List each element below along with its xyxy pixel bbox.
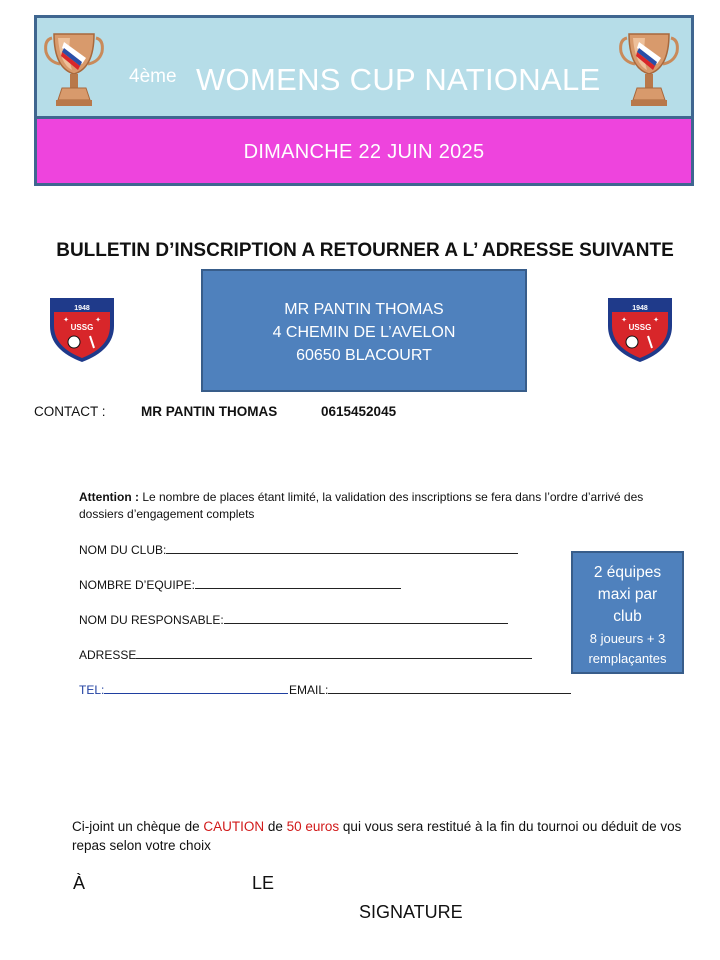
teams-info-box (571, 551, 684, 674)
teams-line-4: 8 joueurs + 3 (589, 631, 666, 646)
attention-notice (79, 489, 659, 523)
place-label: À (73, 873, 86, 893)
club-name-line[interactable] (166, 543, 518, 554)
tel-field[interactable] (79, 683, 288, 697)
svg-text:✦: ✦ (653, 316, 659, 324)
team-count-label: NOMBRE D’EQUIPE: (79, 578, 196, 592)
svg-text:✦: ✦ (63, 316, 69, 324)
caution-text-2: de (264, 819, 287, 834)
banner-top (37, 18, 691, 119)
contact-phone: 0615452045 (321, 404, 397, 419)
email-field[interactable] (289, 683, 571, 697)
crest-text: USSG (628, 323, 652, 332)
email-line[interactable] (328, 683, 571, 694)
address-city: 60650 BLACOURT (296, 347, 432, 364)
crest-text: USSG (70, 323, 94, 332)
address-name: MR PANTIN THOMAS (284, 301, 444, 318)
caution-amount: 50 euros (286, 819, 340, 834)
address-label: ADRESSE (79, 648, 137, 662)
event-date: DIMANCHE 22 JUIN 2025 (243, 141, 485, 163)
return-address-box (201, 269, 527, 392)
address-field[interactable] (79, 648, 532, 662)
edition-label: 4ème (129, 66, 177, 87)
contact-label: CONTACT : (34, 404, 106, 419)
trophy-cup-icon (617, 28, 681, 110)
signature-label: SIGNATURE (359, 902, 463, 922)
manager-name-line[interactable] (224, 613, 508, 624)
svg-text:✦: ✦ (95, 316, 101, 324)
attention-text: Le nombre de places étant limité, la validation des inscriptions se fera dans l’ordre d’arrivé des dossiers d’engagement complets (79, 490, 644, 521)
trophy-cup-icon (42, 28, 106, 110)
contact-name: MR PANTIN THOMAS (141, 404, 278, 419)
email-label: EMAIL: (289, 683, 329, 697)
teams-line-1: 2 équipes (593, 564, 662, 581)
attention-label: Attention : (79, 490, 139, 504)
tel-label: TEL: (79, 683, 105, 697)
teams-line-2: maxi par (597, 586, 658, 603)
teams-line-3: club (613, 608, 642, 625)
address-line[interactable] (136, 648, 532, 659)
banner-date-strip (37, 119, 691, 183)
crest-year: 1948 (632, 305, 648, 312)
banner-title-group (129, 62, 609, 102)
address-street: 4 CHEMIN DE L’AVELON (272, 324, 456, 341)
caution-word: CAUTION (203, 819, 265, 834)
team-count-field[interactable] (79, 578, 401, 592)
club-name-field[interactable] (79, 543, 518, 557)
team-count-line[interactable] (195, 578, 401, 589)
caution-text-3: qui vous sera restitué à la fin du tournoi ou déduit de vos repas selon votre choix (72, 819, 682, 853)
club-crest-icon (604, 292, 676, 364)
date-label: LE (252, 873, 275, 893)
club-crest-icon (46, 292, 118, 364)
teams-line-5: remplaçantes (588, 651, 667, 666)
event-title: WOMENS CUP NATIONALE (196, 62, 601, 97)
svg-text:✦: ✦ (621, 316, 627, 324)
caution-notice (72, 817, 712, 855)
tel-line[interactable] (104, 683, 288, 694)
crest-year: 1948 (74, 305, 90, 312)
caution-text-1: Ci-joint un chèque de (72, 819, 204, 834)
event-banner (34, 15, 694, 186)
manager-name-field[interactable] (79, 613, 508, 627)
bulletin-title: BULLETIN D’INSCRIPTION A RETOURNER A L’ ADRESSE SUIVANTE (56, 240, 674, 261)
manager-name-label: NOM DU RESPONSABLE: (79, 613, 224, 627)
club-name-label: NOM DU CLUB: (79, 543, 167, 557)
